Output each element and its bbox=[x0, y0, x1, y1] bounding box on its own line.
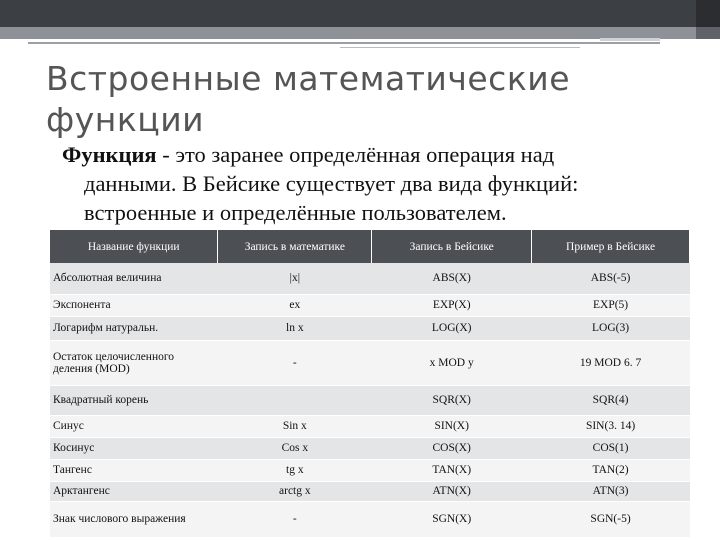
cell-basic: ABS(X) bbox=[372, 263, 532, 294]
slide-title: Встроенные математические функции bbox=[46, 59, 570, 139]
table-row bbox=[50, 459, 690, 481]
header-basic-example: Пример в Бейсике bbox=[532, 230, 690, 263]
cell-basic: SGN(X) bbox=[372, 501, 532, 537]
table-row bbox=[50, 385, 690, 415]
cell-math bbox=[218, 385, 372, 415]
cell-math: tg x bbox=[218, 459, 372, 481]
cell-name: Остаток целочисленного деления (MOD) bbox=[50, 340, 218, 385]
cell-basic: SQR(X) bbox=[372, 385, 532, 415]
intro-line-3: встроенные и определённые пользователем. bbox=[84, 200, 507, 225]
cell-name: Тангенс bbox=[50, 459, 218, 481]
header-math-notation: Запись в математике bbox=[218, 230, 372, 263]
cell-math: |x| bbox=[218, 263, 372, 294]
cell-example: SGN(-5) bbox=[532, 501, 690, 537]
cell-math: arctg x bbox=[218, 481, 372, 501]
table-row bbox=[50, 340, 690, 385]
cell-name: Знак числового выражения bbox=[50, 501, 218, 537]
cell-math: - bbox=[218, 340, 372, 385]
accent-line-short bbox=[600, 38, 660, 41]
cell-example: TAN(2) bbox=[532, 459, 690, 481]
table-row bbox=[50, 481, 690, 501]
cell-name: Синус bbox=[50, 415, 218, 437]
cell-example: ABS(-5) bbox=[532, 263, 690, 294]
corner-decoration-lower bbox=[696, 27, 720, 39]
corner-decoration bbox=[696, 0, 720, 27]
cell-name: Абсолютная величина bbox=[50, 263, 218, 294]
cell-math: ex bbox=[218, 294, 372, 316]
cell-name: Логарифм натуральн. bbox=[50, 316, 218, 340]
cell-basic: TAN(X) bbox=[372, 459, 532, 481]
cell-name: Косинус bbox=[50, 437, 218, 459]
table-row bbox=[50, 437, 690, 459]
intro-line-2: данными. В Бейсике существует два вида функций: bbox=[84, 171, 579, 196]
accent-line-thin bbox=[340, 47, 580, 48]
cell-example: SQR(4) bbox=[532, 385, 690, 415]
cell-basic: ATN(X) bbox=[372, 481, 532, 501]
intro-line-1 bbox=[62, 140, 702, 169]
table-row bbox=[50, 263, 690, 294]
cell-math: ln x bbox=[218, 316, 372, 340]
cell-example: SIN(3. 14) bbox=[532, 415, 690, 437]
cell-math: Cos x bbox=[218, 437, 372, 459]
table-row bbox=[50, 415, 690, 437]
cell-name: Экспонента bbox=[50, 294, 218, 316]
functions-table bbox=[50, 230, 690, 538]
cell-math: Sin x bbox=[218, 415, 372, 437]
cell-name: Арктангенс bbox=[50, 481, 218, 501]
cell-example: 19 MOD 6. 7 bbox=[532, 340, 690, 385]
cell-basic: COS(X) bbox=[372, 437, 532, 459]
cell-math: - bbox=[218, 501, 372, 537]
cell-name: Квадратный корень bbox=[50, 385, 218, 415]
accent-line bbox=[28, 42, 660, 44]
table-header-row bbox=[50, 230, 690, 263]
intro-line-1-text: - это заранее определённая операция над bbox=[156, 142, 555, 167]
cell-basic: x MOD y bbox=[372, 340, 532, 385]
cell-basic: EXP(X) bbox=[372, 294, 532, 316]
intro-paragraph bbox=[62, 140, 702, 227]
header-basic-notation: Запись в Бейсике bbox=[372, 230, 532, 263]
table-row bbox=[50, 501, 690, 537]
top-decorative-bar bbox=[0, 0, 720, 27]
cell-basic: LOG(X) bbox=[372, 316, 532, 340]
cell-basic: SIN(X) bbox=[372, 415, 532, 437]
cell-example: EXP(5) bbox=[532, 294, 690, 316]
header-function-name: Название функции bbox=[50, 230, 218, 263]
intro-term: Функция bbox=[62, 142, 157, 167]
cell-example: COS(1) bbox=[532, 437, 690, 459]
cell-example: LOG(3) bbox=[532, 316, 690, 340]
cell-example: ATN(3) bbox=[532, 481, 690, 501]
table-row bbox=[50, 294, 690, 316]
table-row bbox=[50, 316, 690, 340]
